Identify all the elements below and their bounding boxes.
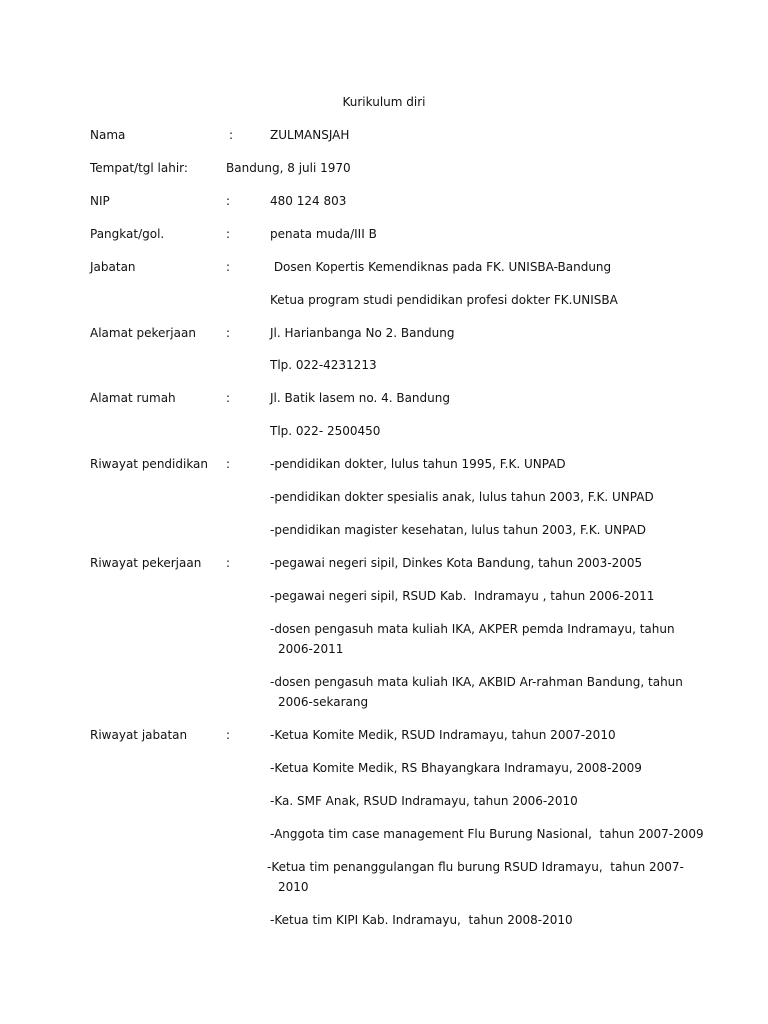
- value-riwayat-pekerjaan-3-cont: 2006-2011: [278, 642, 344, 656]
- value-riwayat-pekerjaan-1: -pegawai negeri sipil, Dinkes Kota Bandung, tahun 2003-2005: [270, 556, 643, 570]
- value-alamat-rumah-2: Tlp. 022- 2500450: [270, 424, 381, 438]
- value-riwayat-pekerjaan-3: -dosen pengasuh mata kuliah IKA, AKPER pemda Indramayu, tahun: [270, 622, 675, 636]
- document-title: Kurikulum diri: [342, 95, 426, 109]
- label-alamat-pekerjaan: Alamat pekerjaan: [90, 326, 196, 340]
- value-nip: 480 124 803: [270, 194, 347, 208]
- label-alamat-rumah: Alamat rumah: [90, 391, 176, 405]
- value-riwayat-jabatan-5-cont: 2010: [278, 880, 309, 894]
- label-riwayat-pendidikan: Riwayat pendidikan: [90, 457, 209, 471]
- label-tempat-tgl-lahir: Tempat/tgl lahir:: [90, 161, 188, 175]
- value-jabatan-2: Ketua program studi pendidikan profesi dokter FK.UNISBA: [270, 293, 618, 307]
- label-riwayat-pekerjaan: Riwayat pekerjaan: [90, 556, 202, 570]
- colon-nip: :: [226, 194, 231, 208]
- value-riwayat-pekerjaan-4: -dosen pengasuh mata kuliah IKA, AKBID Ar-rahman Bandung, tahun: [270, 675, 683, 689]
- value-riwayat-pendidikan-1: -pendidikan dokter, lulus tahun 1995, F.K. UNPAD: [270, 457, 566, 471]
- value-riwayat-jabatan-3: -Ka. SMF Anak, RSUD Indramayu, tahun 2006-2010: [270, 794, 578, 808]
- value-alamat-pekerjaan-2: Tlp. 022-4231213: [270, 358, 377, 372]
- value-nama: ZULMANSJAH: [270, 128, 350, 142]
- colon-alamat-rumah: :: [226, 391, 231, 405]
- value-riwayat-jabatan-1: -Ketua Komite Medik, RSUD Indramayu, tahun 2007-2010: [270, 728, 616, 742]
- colon-riwayat-jabatan: :: [226, 728, 231, 742]
- label-pangkat: Pangkat/gol.: [90, 227, 165, 241]
- value-riwayat-pendidikan-2: -pendidikan dokter spesialis anak, lulus tahun 2003, F.K. UNPAD: [270, 490, 654, 504]
- value-riwayat-jabatan-4: -Anggota tim case management Flu Burung Nasional, tahun 2007-2009: [270, 827, 704, 841]
- value-riwayat-jabatan-6: -Ketua tim KIPI Kab. Indramayu, tahun 2008-2010: [270, 913, 573, 927]
- value-riwayat-pekerjaan-2: -pegawai negeri sipil, RSUD Kab. Indramayu , tahun 2006-2011: [270, 589, 655, 603]
- value-alamat-rumah-1: Jl. Batik lasem no. 4. Bandung: [270, 391, 450, 405]
- value-alamat-pekerjaan-1: Jl. Harianbanga No 2. Bandung: [270, 326, 455, 340]
- value-tempat-tgl-lahir: Bandung, 8 juli 1970: [226, 161, 351, 175]
- colon-jabatan: :: [226, 260, 231, 274]
- value-riwayat-jabatan-2: -Ketua Komite Medik, RS Bhayangkara Indramayu, 2008-2009: [270, 761, 642, 775]
- colon-nama: :: [229, 128, 234, 142]
- label-jabatan: Jabatan: [90, 260, 136, 274]
- value-pangkat: penata muda/III B: [270, 227, 377, 241]
- colon-pangkat: :: [226, 227, 231, 241]
- value-riwayat-pekerjaan-4-cont: 2006-sekarang: [278, 695, 369, 709]
- label-riwayat-jabatan: Riwayat jabatan: [90, 728, 188, 742]
- value-jabatan-1: Dosen Kopertis Kemendiknas pada FK. UNISBA-Bandung: [270, 260, 612, 274]
- colon-alamat-pekerjaan: :: [226, 326, 231, 340]
- colon-riwayat-pendidikan: :: [226, 457, 231, 471]
- colon-riwayat-pekerjaan: :: [226, 556, 231, 570]
- label-nip: NIP: [90, 194, 110, 208]
- label-nama: Nama: [90, 128, 126, 142]
- value-riwayat-jabatan-5: -Ketua tim penanggulangan flu burung RSUD Idramayu, tahun 2007-: [267, 860, 684, 874]
- value-riwayat-pendidikan-3: -pendidikan magister kesehatan, lulus tahun 2003, F.K. UNPAD: [270, 523, 646, 537]
